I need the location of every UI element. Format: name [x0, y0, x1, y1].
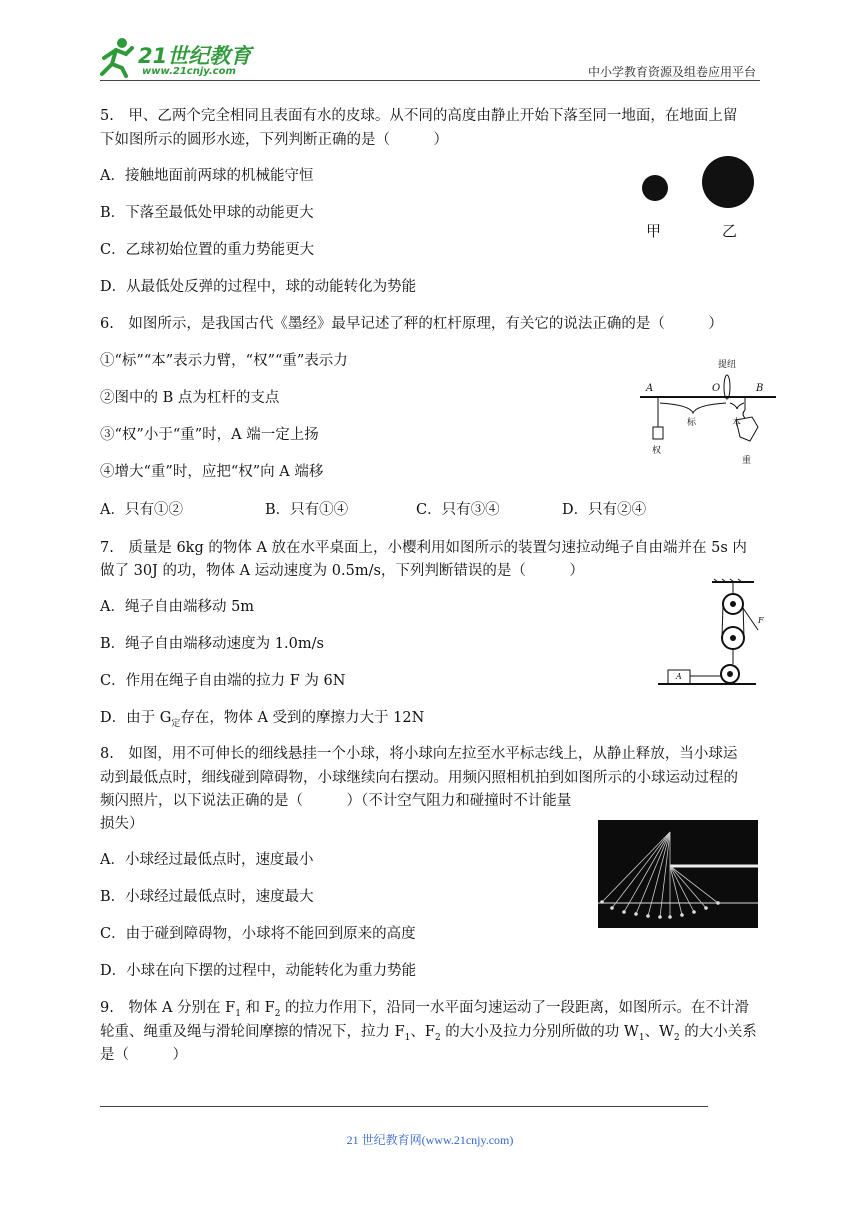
q9-l2-s1: 1	[404, 1032, 411, 1043]
logo-title: 21世纪教育	[138, 44, 252, 68]
large-water-mark	[702, 156, 754, 208]
q6-statement-2: ②图中的 B 点为杠杆的支点	[100, 390, 280, 406]
q6-statement-3: ③“权”小于“重”时，A 端一定上扬	[100, 427, 319, 443]
q7-figure	[658, 578, 768, 688]
logo-url: www.21cnjy.com	[142, 66, 236, 77]
q9-l1-a: 9. 物体 A 分别在 F	[100, 1000, 236, 1016]
q9-l1-c: 的拉力作用下，沿同一水平面匀速运动了一段距离，如图所示。在不计滑	[280, 1000, 750, 1016]
pulley-diagram	[658, 578, 768, 688]
q9-l2-b: 、F	[410, 1024, 435, 1040]
q8-option-a: A．小球经过最低点时，速度最小	[100, 852, 314, 868]
q8-figure	[598, 820, 758, 928]
footer-divider	[100, 1106, 708, 1107]
label-quan: 权	[652, 446, 662, 456]
q8-option-b: B．小球经过最低点时，速度最大	[100, 889, 314, 905]
q8-option-c: C．由于碰到障碍物，小球将不能回到原来的高度	[100, 926, 416, 942]
label-yi: 乙	[722, 222, 738, 240]
q9-l1-s2: 2	[274, 1008, 281, 1019]
q8-option-d: D．小球在向下摆的过程中，动能转化为重力势能	[100, 963, 417, 979]
q7-option-a: A．绳子自由端移动 5m	[100, 599, 255, 615]
q9-l1-s1: 1	[235, 1008, 241, 1019]
q9-l2-d: 、W	[644, 1024, 674, 1040]
footer-text[interactable]: 21 世纪教育网(www.21cnjy.com)	[346, 1133, 514, 1147]
label-b: B	[756, 383, 764, 394]
q8-stem-line3: 频闪照片，以下说法正确的是（ ）（不计空气阻力和碰撞时不计能量	[100, 793, 572, 809]
q6-option-d: D．只有②④	[562, 502, 647, 518]
label-jia: 甲	[646, 222, 662, 240]
q5-stem-line2: 下如图所示的圆形水迹，下列判断正确的是（ ）	[100, 132, 448, 148]
q5-option-a: A．接触地面前两球的机械能守恒	[100, 168, 314, 184]
pendulum-photo	[598, 820, 758, 928]
q9-l1-b: 和 F	[240, 1000, 275, 1016]
q9-stem-line1	[100, 996, 749, 1019]
label-f: F	[758, 616, 764, 625]
q8-stem-line2: 动到最低点时，细线碰到障碍物，小球继续向右摆动。用频闪照相机拍到如图所示的小球运动过程的	[100, 770, 738, 786]
q5-option-c: C．乙球初始位置的重力势能更大	[100, 242, 315, 258]
q5-figure	[630, 150, 760, 245]
q7-option-d-post: 存在，物体 A 受到的摩擦力大于 12N	[180, 710, 425, 726]
q9-l2-s2: 2	[434, 1032, 441, 1043]
q9-stem-line2	[100, 1020, 757, 1043]
q6-stem: 6. 如图所示，是我国古代《墨经》最早记述了秤的杠杆原理，有关它的说法正确的是（ ）	[100, 316, 723, 332]
q7-stem-line1: 7. 质量是 6kg 的物体 A 放在水平桌面上，小樱利用如图所示的装置匀速拉动绳子自由端并在 5s 内	[100, 540, 747, 556]
q5-option-b: B．下落至最低处甲球的动能更大	[100, 205, 314, 221]
q5-stem-line1: 5. 甲、乙两个完全相同且表面有水的皮球。从不同的高度由静止开始下落至同一地面，在地面上留	[100, 108, 738, 124]
q9-l2-s4: 2	[673, 1032, 680, 1043]
q9-l2-a: 轮重、绳重及绳与滑轮间摩擦的情况下，拉力 F	[100, 1024, 405, 1040]
label-a: A	[646, 383, 654, 394]
label-block-a: A	[676, 672, 682, 681]
q8-stem-line4: 损失）	[100, 816, 144, 832]
label-biao: 标	[687, 418, 697, 428]
q6-statement-1: ①“标”“本”表示力臂，“权”“重”表示力	[100, 353, 348, 369]
q9-l2-c: 的大小及拉力分别所做的功 W	[440, 1024, 639, 1040]
q9-stem-line3: 是（ ）	[100, 1047, 187, 1063]
platform-name: 中小学教育资源及组卷应用平台	[587, 65, 756, 79]
q9-l2-e: 的大小关系	[679, 1024, 757, 1040]
small-water-mark	[642, 175, 668, 201]
q6-figure	[638, 355, 778, 467]
q6-option-c: C．只有③④	[416, 502, 500, 518]
q7-option-b: B．绳子自由端移动速度为 1.0m/s	[100, 636, 324, 652]
label-o: O	[712, 383, 721, 394]
q8-stem-line1: 8. 如图，用不可伸长的细线悬挂一个小球，将小球向左拉至水平标志线上，从静止释放，当小球运	[100, 746, 738, 762]
q7-option-d-pre: D．由于 G	[100, 710, 172, 726]
label-ben: 本	[732, 418, 742, 428]
header-logo	[96, 36, 266, 82]
q6-statement-4: ④增大“重”时，应把“权”向 A 端移	[100, 464, 324, 480]
q7-option-d-sub: 定	[171, 718, 181, 729]
q6-option-a: A．只有①②	[100, 502, 183, 518]
label-tizhu: 提纽	[718, 360, 737, 370]
q7-option-d	[100, 706, 424, 729]
q7-option-c: C．作用在绳子自由端的拉力 F 为 6N	[100, 673, 346, 689]
q6-option-b: B．只有①④	[265, 502, 349, 518]
q7-stem-line2: 做了 30J 的功，物体 A 运动速度为 0.5m/s，下列判断错误的是（ ）	[100, 563, 584, 579]
header-divider	[100, 80, 760, 81]
q9-l2-s3: 1	[638, 1032, 645, 1043]
label-zhong: 重	[742, 456, 752, 466]
runner-logo-icon	[96, 36, 136, 78]
q5-option-d: D．从最低处反弹的过程中，球的动能转化为势能	[100, 279, 417, 295]
